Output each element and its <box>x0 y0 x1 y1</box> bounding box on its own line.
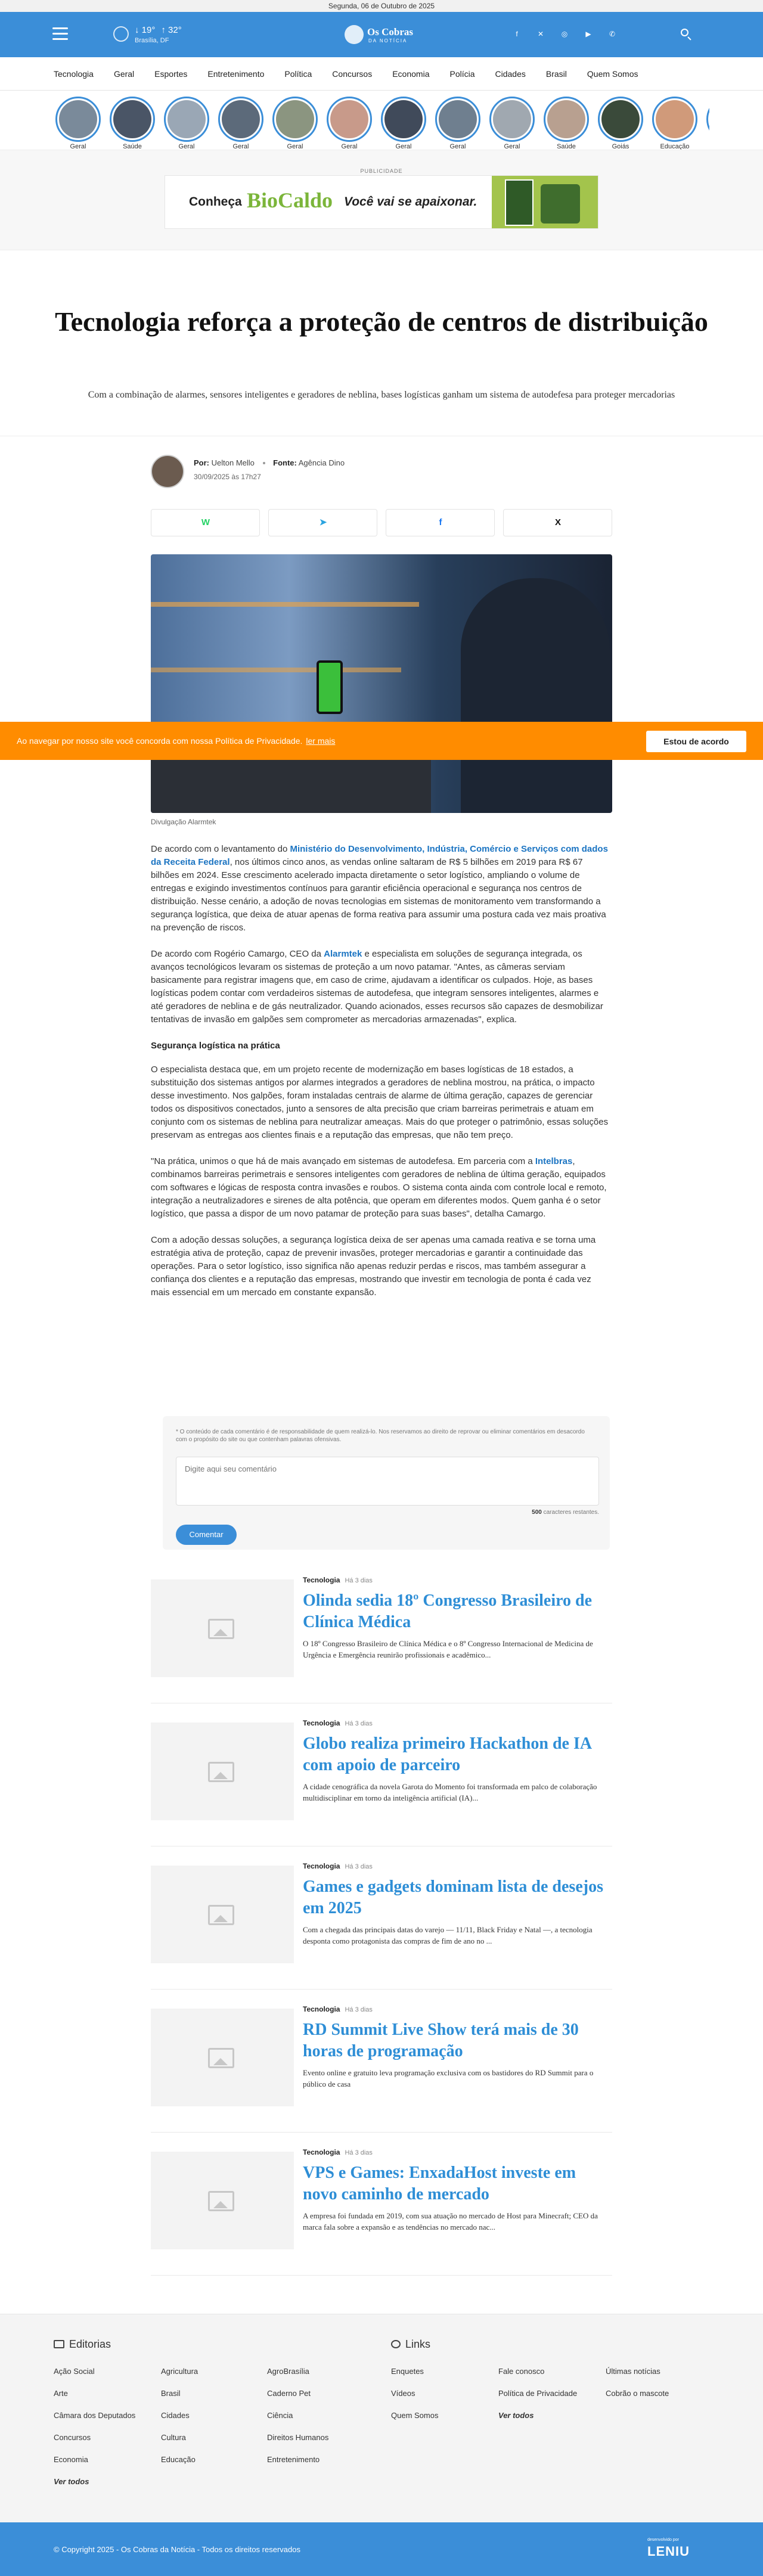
paragraph: O especialista destaca que, em um projeto recente de modernização em bases logísticas de 18 estados, a substituição dos sistemas antigos por alarmes integrados a geradores de neblina mostrou, na prática, o impacto desse investimento. Nos galpões, foram instaladas centrais de alarme de última geração, capazes de gerenciar todos os dispositivos conectados, junto a sensores de alta precisão que criam barreiras perimetrais e atuam em conjunto com os sistemas de neblina para neutralizar ameaças. Mais do que proteger o patrimônio, essas soluções preservam as entregas aos clientes finais e a reputação das empresas, que não tem preço. <box>151 1064 609 1140</box>
nav-item-economia[interactable]: Economia <box>392 69 430 79</box>
footer-editorias-col-2 <box>161 2367 198 2477</box>
ad-section <box>0 150 763 250</box>
category-nav <box>0 57 763 91</box>
site-header <box>0 12 763 57</box>
image-placeholder-icon <box>208 2048 234 2068</box>
cookie-accept-button[interactable]: Estou de acordo <box>646 731 746 752</box>
ad-product-box <box>505 179 534 226</box>
story-item[interactable] <box>433 97 482 150</box>
story-ring <box>598 97 643 142</box>
site-logo[interactable] <box>345 24 420 46</box>
phone-image <box>317 660 343 714</box>
footer-link[interactable]: Política de Privacidade <box>498 2389 578 2398</box>
related-category: Tecnologia <box>303 1719 340 1727</box>
story-ring <box>55 97 101 142</box>
story-item[interactable] <box>379 97 428 150</box>
story-ring <box>652 97 697 142</box>
story-thumbnail <box>113 100 151 138</box>
nav-item-geral[interactable]: Geral <box>113 69 135 79</box>
related-title[interactable]: RD Summit Live Show terá mais de 30 horas de programação <box>303 2021 579 2060</box>
related-description: A cidade cenográfica da novela Garota do Momento foi transformada em palco de colaboração multidisciplinar em torno da inteligência artificial (IA)... <box>303 1782 597 1802</box>
source-name: Agência Dino <box>298 458 345 467</box>
nav-item-tecnologia[interactable]: Tecnologia <box>54 69 94 79</box>
footer-link[interactable]: Câmara dos Deputados <box>54 2411 136 2420</box>
related-category: Tecnologia <box>303 1576 340 1584</box>
story-item[interactable] <box>488 97 536 150</box>
footer-link[interactable]: Cidades <box>161 2411 190 2420</box>
related-thumbnail[interactable] <box>151 1866 294 1963</box>
related-item[interactable] <box>151 1560 612 1703</box>
story-thumbnail <box>168 100 206 138</box>
story-label: Geral <box>70 143 86 150</box>
story-thumbnail <box>330 100 368 138</box>
intelbras-link[interactable]: Intelbras <box>535 1156 573 1166</box>
ad-text-1: Conheça <box>189 195 242 209</box>
share-bar <box>151 509 612 536</box>
story-item[interactable] <box>705 97 709 143</box>
related-category: Tecnologia <box>303 1862 340 1870</box>
chars-remaining: 500 caracteres restantes. <box>532 1509 599 1516</box>
story-ring <box>489 97 535 142</box>
footer-see-all-link[interactable]: Ver todos <box>54 2477 89 2486</box>
footer-link[interactable]: Direitos Humanos <box>267 2433 329 2442</box>
related-item[interactable] <box>151 1846 612 1990</box>
site-footer <box>0 2314 763 2522</box>
related-thumbnail[interactable] <box>151 2152 294 2249</box>
footer-link[interactable]: Educação <box>161 2455 196 2464</box>
weather-icon <box>113 26 129 42</box>
cookie-text: Ao navegar por nosso site você concorda com nossa Política de Privacidade. <box>17 736 303 746</box>
paragraph: Com a adoção dessas soluções, a segurança logística deixa de ser apenas uma camada reativa e se torna uma estratégia ativa de proteção, capaz de prevenir invasões, proteger mercadorias e garantir a continuidade das operações. Para o setor logístico, isso significa não apenas reduzir perdas e riscos, mas também assegurar a confiança dos clientes e a reputação das empresas, mostrando que investir em tecnologia de ponta é cada vez mais essencial em um mercado em constante expansão. <box>151 1235 596 1298</box>
story-label: Educação <box>660 143 690 150</box>
share-telegram-button[interactable] <box>268 509 377 536</box>
story-item[interactable] <box>271 97 320 150</box>
x-icon[interactable]: ✕ <box>537 30 544 38</box>
story-label: Geral <box>341 143 358 150</box>
x-icon: X <box>554 517 561 527</box>
cookie-read-more-link[interactable]: ler mais <box>306 736 336 746</box>
article-title: Tecnologia reforça a proteção de centros de distribuição <box>55 306 708 337</box>
related-description: Evento online e gratuito leva programação exclusiva com os bastidores do RD Summit para o público de casa <box>303 2068 594 2088</box>
story-label: Geral <box>504 143 520 150</box>
story-thumbnail <box>59 100 97 138</box>
story-label: Goiás <box>612 143 629 150</box>
related-item[interactable] <box>151 2133 612 2276</box>
footer-link[interactable]: Caderno Pet <box>267 2389 311 2398</box>
temp-min: ↓ 19° <box>135 25 156 35</box>
footer-see-all-link[interactable]: Ver todos <box>498 2411 534 2420</box>
footer-link[interactable]: Brasil <box>161 2389 181 2398</box>
related-title[interactable]: Games e gadgets dominam lista de desejos em 2025 <box>303 1877 603 1917</box>
story-label: Geral <box>449 143 466 150</box>
ad-text-2: Você vai se apaixonar. <box>344 195 477 209</box>
related-time: Há 3 dias <box>345 1863 373 1870</box>
nav-item-concursos[interactable]: Concursos <box>332 69 373 79</box>
nav-item-entretenimento[interactable]: Entretenimento <box>207 69 265 79</box>
related-description: Com a chegada das principais datas do varejo — 11/11, Black Friday e Natal —, a tecnologia desponta como protagonista das compras de fim de ano no ... <box>303 1925 593 1945</box>
related-description: A empresa foi fundada em 2019, com sua atuação no mercado de Host para Minecraft; CEO da marca fala sobre a expansão e as tendências no mercado nac... <box>303 2211 598 2232</box>
story-ring <box>164 97 209 142</box>
image-caption: Divulgação Alarmtek <box>151 818 216 826</box>
related-item[interactable] <box>151 1990 612 2133</box>
related-category: Tecnologia <box>303 2148 340 2156</box>
stories-bar <box>0 91 763 150</box>
share-facebook-button[interactable] <box>386 509 495 536</box>
nav-item-esportes[interactable]: Esportes <box>154 69 188 79</box>
article-subtitle: Com a combinação de alarmes, sensores inteligentes e geradores de neblina, bases logísticas ganham um sistema de autodefesa para proteger mercadorias <box>88 390 675 400</box>
image-placeholder-icon <box>208 1762 234 1782</box>
logo-subtitle: DA NOTÍCIA <box>368 38 408 44</box>
story-ring <box>327 97 372 142</box>
footer-link[interactable]: Ciência <box>267 2411 293 2420</box>
footer-link[interactable]: Arte <box>54 2389 68 2398</box>
story-item[interactable] <box>542 97 591 150</box>
story-thumbnail <box>384 100 423 138</box>
related-thumbnail[interactable] <box>151 2009 294 2106</box>
paragraph: De acordo com o levantamento do Ministério do Desenvolvimento, Indústria, Comércio e Serviços com dados da Receita Federal, nos últimos cinco anos, as vendas online saltaram de R$ 5 bilhões em 2019 para R$ 67 bilhões em 2024. Esse crescimento acelerado impacta diretamente o setor logístico, ampliando o volume de entregas e exigindo investimentos contínuos para garantir eficiência operacional e segurança nos centros de distribuição. Nesse cenário, a adoção de novas tecnologias em sistemas de monitoramento vem transformando a segurança logística, que deixa de atuar apenas de forma reativa para assumir uma postura cada vez mais proativa na prevenção de riscos. <box>151 844 608 933</box>
footer-link[interactable]: Concursos <box>54 2433 91 2442</box>
comment-input[interactable] <box>176 1457 599 1506</box>
logo-badge-icon <box>345 25 364 44</box>
story-ring <box>110 97 155 142</box>
footer-links-heading: Links <box>391 2338 430 2351</box>
nav-item-cidades[interactable]: Cidades <box>495 69 526 79</box>
image-placeholder-icon <box>208 1905 234 1925</box>
related-title[interactable]: Globo realiza primeiro Hackathon de IA com apoio de parceiro <box>303 1734 591 1774</box>
newspaper-icon <box>54 2340 64 2348</box>
comment-form <box>163 1416 610 1550</box>
footer-editorias-col-1 <box>54 2367 135 2499</box>
story-thumbnail <box>222 100 260 138</box>
related-thumbnail[interactable] <box>151 1579 294 1677</box>
whatsapp-icon: W <box>201 517 210 527</box>
facebook-icon: f <box>439 517 442 527</box>
story-label: Geral <box>395 143 412 150</box>
footer-editorias-col-3 <box>267 2367 328 2477</box>
nav-item-quem-somos[interactable]: Quem Somos <box>587 69 638 79</box>
source-label: Fonte: <box>273 458 297 467</box>
story-thumbnail <box>439 100 477 138</box>
story-thumbnail <box>601 100 640 138</box>
related-time: Há 3 dias <box>345 1577 373 1584</box>
story-ring <box>272 97 318 142</box>
author-block <box>151 455 616 491</box>
developer-logo[interactable]: desenvolvido por LENIU <box>647 2538 690 2559</box>
footer-link[interactable]: Ação Social <box>54 2367 95 2376</box>
nav-item-policia[interactable]: Polícia <box>449 69 475 79</box>
related-category: Tecnologia <box>303 2005 340 2013</box>
share-whatsapp-button[interactable] <box>151 509 260 536</box>
ad-label: PUBLICIDADE <box>360 168 403 174</box>
footer-link[interactable]: Entretenimento <box>267 2455 320 2464</box>
story-ring <box>218 97 263 142</box>
related-time: Há 3 dias <box>345 2006 373 2013</box>
footer-editorias-heading: Editorias <box>54 2338 111 2351</box>
story-label: Geral <box>287 143 303 150</box>
footer-links-col-3 <box>606 2367 669 2411</box>
link-icon <box>391 2340 401 2348</box>
alarmtek-link[interactable]: Alarmtek <box>324 949 362 959</box>
story-item[interactable] <box>162 97 211 150</box>
comment-disclaimer: * O conteúdo de cada comentário é de responsabilidade de quem realizá-lo. Nos reservamos ao direito de reprovar ou eliminar comentários em desacordo com o propósito do site ou que contenham palavras ofensivas. <box>176 1429 585 1443</box>
related-title[interactable]: VPS e Games: EnxadaHost investe em novo caminho de mercado <box>303 2164 576 2203</box>
separator-dot <box>263 462 265 464</box>
facebook-icon[interactable]: f <box>516 30 518 38</box>
story-ring <box>706 97 709 142</box>
related-time: Há 3 dias <box>345 2149 373 2156</box>
footer-link[interactable]: AgroBrasília <box>267 2367 309 2376</box>
youtube-icon[interactable]: ▶ <box>585 30 591 38</box>
article-date: 30/09/2025 às 17h27 <box>194 473 261 481</box>
ad-brand: BioCaldo <box>247 188 333 212</box>
menu-icon[interactable] <box>52 27 68 41</box>
footer-link[interactable]: Vídeos <box>391 2389 415 2398</box>
story-ring <box>381 97 426 142</box>
ministry-link[interactable]: Ministério do Desenvolvimento, Indústria, Comércio e Serviços com dados da Receita Federal <box>151 844 608 867</box>
story-thumbnail <box>547 100 585 138</box>
nav-item-brasil[interactable]: Brasil <box>545 69 567 79</box>
top-date: Segunda, 06 de Outubro de 2025 <box>0 0 763 12</box>
story-item[interactable] <box>216 97 265 150</box>
cookie-banner <box>0 722 763 760</box>
footer-link[interactable]: Enquetes <box>391 2367 424 2376</box>
ad-product-pack <box>541 184 580 224</box>
temp-max: ↑ 32° <box>161 25 182 35</box>
related-title[interactable]: Olinda sedia 18º Congresso Brasileiro de Clínica Médica <box>303 1591 593 1631</box>
author-name: Uelton Mello <box>211 458 255 467</box>
whatsapp-icon[interactable]: ✆ <box>609 30 616 38</box>
footer-link[interactable]: Quem Somos <box>391 2411 439 2420</box>
footer-bottom-bar <box>0 2522 763 2576</box>
share-x-button[interactable] <box>503 509 612 536</box>
paragraph: "Na prática, unimos o que há de mais avançado em sistemas de autodefesa. Em parceria com a Intelbras, combinamos barreiras perimetrais e sensores inteligentes com geradores de neblina de última geração, equipados com softwares e lógicas de resposta contra invasões e roubos. O sistema conta ainda com controle local e remoto, integração a neutralizadores e sirenes de alta potência, que operam em diferentes modos. Quem ganha é o setor logístico, que passa a dispor de um novo patamar de proteção para suas bases", detalha Camargo. <box>151 1156 607 1219</box>
search-icon[interactable] <box>680 27 693 41</box>
story-thumbnail <box>493 100 531 138</box>
story-item[interactable] <box>596 97 645 150</box>
footer-link[interactable]: Cobrão o mascote <box>606 2389 669 2398</box>
section-heading: Segurança logística na prática <box>151 1041 280 1051</box>
related-item[interactable] <box>151 1703 612 1846</box>
story-thumbnail <box>276 100 314 138</box>
weather-city: Brasília, DF <box>135 37 169 44</box>
author-label: Por: <box>194 458 209 467</box>
related-news <box>151 1560 612 2276</box>
related-description: O 18º Congresso Brasileiro de Clínica Médica e o 8º Congresso Internacional de Medicina de Urgência e Emergência reunirão profissionais e acadêmico... <box>303 1639 593 1659</box>
story-ring <box>435 97 480 142</box>
story-ring <box>544 97 589 142</box>
article-hero-image <box>151 554 612 813</box>
footer-links-col-1 <box>391 2367 438 2433</box>
story-item[interactable] <box>325 97 374 150</box>
story-thumbnail <box>656 100 694 138</box>
story-label: Geral <box>178 143 195 150</box>
story-item[interactable] <box>54 97 103 150</box>
paragraph: De acordo com Rogério Camargo, CEO da Alarmtek e especialista em soluções de segurança integrada, os avanços tecnológicos levaram os sistemas de proteção a um novo patamar. "Antes, as câmeras serviam basicamente para registrar imagens que, em caso de crime, ajudavam a identificar os culpados. Hoje, as bases logísticas podem contar com verdadeiros sistemas de autodefesa, que integram sensores inteligentes, alarmes e até geradores de neblina e de gás neutralizador. Quando acionados, esses recursos são capazes de desmobilizar tentativas de invasão em galpões sem comprometer as mercadorias armazenadas", explica. <box>151 949 603 1025</box>
footer-links-col-2 <box>498 2367 577 2433</box>
story-item[interactable] <box>650 97 699 150</box>
telegram-icon: ➤ <box>319 517 327 527</box>
instagram-icon[interactable]: ◎ <box>561 30 568 38</box>
nav-item-politica[interactable]: Política <box>284 69 312 79</box>
story-label: Geral <box>232 143 249 150</box>
image-placeholder-icon <box>208 2191 234 2211</box>
ad-banner[interactable] <box>165 175 598 229</box>
footer-link[interactable]: Agricultura <box>161 2367 198 2376</box>
footer-link[interactable]: Últimas notícias <box>606 2367 660 2376</box>
article-body <box>151 843 612 1312</box>
footer-link[interactable]: Cultura <box>161 2433 186 2442</box>
footer-link[interactable]: Fale conosco <box>498 2367 545 2376</box>
story-label: Saúde <box>557 143 576 150</box>
submit-comment-button[interactable]: Comentar <box>176 1525 237 1545</box>
related-time: Há 3 dias <box>345 1720 373 1727</box>
footer-link[interactable]: Economia <box>54 2455 88 2464</box>
copyright: © Copyright 2025 - Os Cobras da Notícia - Todos os direitos reservados <box>54 2545 300 2554</box>
logo-title: Os Cobras <box>367 26 413 38</box>
related-thumbnail[interactable] <box>151 1722 294 1820</box>
author-avatar <box>151 455 184 488</box>
story-item[interactable] <box>108 97 157 150</box>
image-placeholder-icon <box>208 1619 234 1639</box>
story-label: Saúde <box>123 143 142 150</box>
